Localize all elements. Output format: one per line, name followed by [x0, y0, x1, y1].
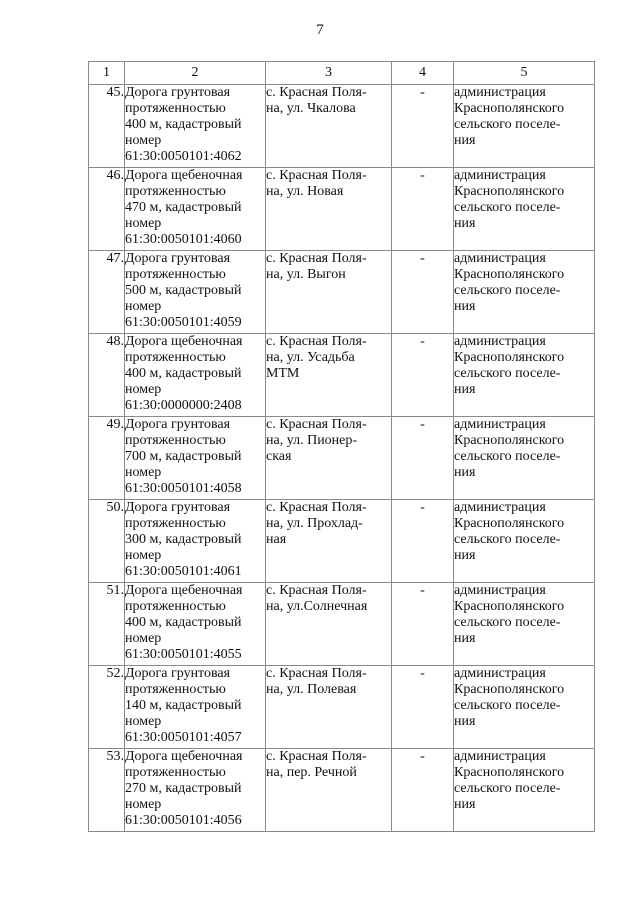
cell-text-line: на, ул. Пионер- [266, 433, 358, 448]
cell-text-line: ская [266, 449, 292, 464]
cell-text-line: сельского поселе- [454, 200, 561, 215]
object-description-cell [125, 500, 266, 583]
cell-text-line: на, ул. Выгон [266, 267, 346, 282]
column-4-cell: - [392, 749, 454, 832]
cell-text-line: администрация [454, 583, 546, 598]
cell-text-line: сельского поселе- [454, 283, 561, 298]
cell-text-line: номер [125, 714, 162, 729]
cell-text-line: на, ул. Чкалова [266, 101, 356, 116]
object-description-cell [125, 583, 266, 666]
cell-text-line: 61:30:0000000:2408 [125, 398, 242, 413]
table-row [89, 168, 595, 251]
address-cell [266, 500, 392, 583]
column-4-cell: - [392, 583, 454, 666]
cell-text-line: ния [454, 714, 476, 729]
object-description-cell [125, 85, 266, 168]
cell-text-line: с. Красная Поля- [266, 666, 367, 681]
cell-text-line: ния [454, 548, 476, 563]
cell-text-line: Краснополянского [454, 184, 565, 199]
address-cell [266, 583, 392, 666]
cell-text-line: протяженностью [125, 516, 226, 531]
cell-text-line: сельского поселе- [454, 117, 561, 132]
column-header: 2 [125, 62, 266, 85]
cell-text-line: на, ул. Прохлад- [266, 516, 363, 531]
cell-text-line: 500 м, кадастровый [125, 283, 242, 298]
row-number-cell: 47. [89, 251, 125, 334]
object-description-cell [125, 334, 266, 417]
cell-text-line: с. Красная Поля- [266, 417, 367, 432]
cell-text-line: сельского поселе- [454, 698, 561, 713]
cell-text-line: 61:30:0050101:4056 [125, 813, 242, 828]
cell-text-line: на, ул.Солнечная [266, 599, 368, 614]
cell-text-line: протяженностью [125, 433, 226, 448]
cell-text-line: протяженностью [125, 682, 226, 697]
column-4-cell: - [392, 666, 454, 749]
cell-text-line: номер [125, 797, 162, 812]
row-number-cell: 45. [89, 85, 125, 168]
cell-text-line: Краснополянского [454, 765, 565, 780]
column-4-cell: - [392, 334, 454, 417]
cell-text-line: сельского поселе- [454, 532, 561, 547]
cell-text-line: Краснополянского [454, 516, 565, 531]
owner-cell [454, 168, 595, 251]
cell-text-line: 470 м, кадастровый [125, 200, 242, 215]
object-description-cell [125, 666, 266, 749]
column-4-cell: - [392, 500, 454, 583]
cell-text-line: администрация [454, 251, 546, 266]
cell-text-line: Дорога грунтовая [125, 85, 231, 100]
column-4-cell: - [392, 85, 454, 168]
cell-text-line: 400 м, кадастровый [125, 117, 242, 132]
cell-text-line: Дорога щебеночная [125, 334, 243, 349]
address-cell [266, 168, 392, 251]
address-cell [266, 666, 392, 749]
owner-cell [454, 749, 595, 832]
cell-text-line: протяженностью [125, 599, 226, 614]
address-cell [266, 251, 392, 334]
cell-text-line: на, ул. Новая [266, 184, 344, 199]
owner-cell [454, 251, 595, 334]
table-row [89, 334, 595, 417]
column-header: 1 [89, 62, 125, 85]
object-description-cell [125, 168, 266, 251]
cell-text-line: Дорога щебеночная [125, 168, 243, 183]
cell-text-line: 61:30:0050101:4059 [125, 315, 242, 330]
cell-text-line: ния [454, 465, 476, 480]
cell-text-line: с. Красная Поля- [266, 168, 367, 183]
cell-text-line: с. Красная Поля- [266, 583, 367, 598]
address-cell [266, 417, 392, 500]
cell-text-line: номер [125, 216, 162, 231]
cell-text-line: Краснополянского [454, 682, 565, 697]
owner-cell [454, 666, 595, 749]
table-row [89, 500, 595, 583]
cell-text-line: с. Красная Поля- [266, 500, 367, 515]
cell-text-line: сельского поселе- [454, 615, 561, 630]
cell-text-line: Дорога грунтовая [125, 666, 231, 681]
column-header: 4 [392, 62, 454, 85]
object-description-cell [125, 251, 266, 334]
cell-text-line: протяженностью [125, 765, 226, 780]
cell-text-line: номер [125, 133, 162, 148]
cell-text-line: 61:30:0050101:4058 [125, 481, 242, 496]
cell-text-line: 140 м, кадастровый [125, 698, 242, 713]
address-cell [266, 334, 392, 417]
column-header: 5 [454, 62, 595, 85]
table-row [89, 85, 595, 168]
owner-cell [454, 85, 595, 168]
cell-text-line: ния [454, 133, 476, 148]
cell-text-line: протяженностью [125, 101, 226, 116]
address-cell [266, 85, 392, 168]
cell-text-line: МТМ [266, 366, 300, 381]
cell-text-line: 61:30:0050101:4055 [125, 647, 242, 662]
cell-text-line: сельского поселе- [454, 449, 561, 464]
cell-text-line: с. Красная Поля- [266, 251, 367, 266]
column-4-cell: - [392, 417, 454, 500]
object-description-cell [125, 749, 266, 832]
cell-text-line: протяженностью [125, 350, 226, 365]
cell-text-line: 400 м, кадастровый [125, 366, 242, 381]
cell-text-line: 700 м, кадастровый [125, 449, 242, 464]
cell-text-line: Краснополянского [454, 101, 565, 116]
row-number-cell: 52. [89, 666, 125, 749]
cell-text-line: 270 м, кадастровый [125, 781, 242, 796]
cell-text-line: администрация [454, 417, 546, 432]
cell-text-line: номер [125, 382, 162, 397]
table-header-row [89, 62, 595, 85]
cell-text-line: Дорога грунтовая [125, 417, 231, 432]
cell-text-line: протяженностью [125, 184, 226, 199]
cell-text-line: ния [454, 299, 476, 314]
cell-text-line: на, пер. Речной [266, 765, 357, 780]
cell-text-line: 61:30:0050101:4060 [125, 232, 242, 247]
row-number-cell: 50. [89, 500, 125, 583]
cell-text-line: администрация [454, 666, 546, 681]
page-number: 7 [316, 22, 324, 38]
cell-text-line: ния [454, 631, 476, 646]
cell-text-line: ния [454, 216, 476, 231]
cell-text-line: номер [125, 631, 162, 646]
cell-text-line: сельского поселе- [454, 781, 561, 796]
cell-text-line: на, ул. Полевая [266, 682, 357, 697]
column-4-cell: - [392, 251, 454, 334]
cell-text-line: ния [454, 382, 476, 397]
cell-text-line: ния [454, 797, 476, 812]
cell-text-line: 61:30:0050101:4057 [125, 730, 242, 745]
cell-text-line: Дорога щебеночная [125, 749, 243, 764]
cell-text-line: ная [266, 532, 287, 547]
cell-text-line: с. Красная Поля- [266, 334, 367, 349]
cell-text-line: администрация [454, 85, 546, 100]
cell-text-line: Дорога грунтовая [125, 251, 231, 266]
table-row [89, 251, 595, 334]
cell-text-line: администрация [454, 168, 546, 183]
row-number-cell: 51. [89, 583, 125, 666]
cell-text-line: Дорога щебеночная [125, 583, 243, 598]
cell-text-line: Дорога грунтовая [125, 500, 231, 515]
owner-cell [454, 500, 595, 583]
table-row [89, 749, 595, 832]
cell-text-line: администрация [454, 334, 546, 349]
row-number-cell: 53. [89, 749, 125, 832]
row-number-cell: 49. [89, 417, 125, 500]
table-row [89, 583, 595, 666]
cell-text-line: номер [125, 465, 162, 480]
cell-text-line: на, ул. Усадьба [266, 350, 355, 365]
cell-text-line: сельского поселе- [454, 366, 561, 381]
cell-text-line: Краснополянского [454, 267, 565, 282]
object-description-cell [125, 417, 266, 500]
owner-cell [454, 334, 595, 417]
column-header: 3 [266, 62, 392, 85]
cell-text-line: Краснополянского [454, 433, 565, 448]
roads-table [88, 61, 595, 832]
cell-text-line: 61:30:0050101:4062 [125, 149, 242, 164]
table-row [89, 417, 595, 500]
row-number-cell: 46. [89, 168, 125, 251]
cell-text-line: Краснополянского [454, 599, 565, 614]
cell-text-line: администрация [454, 500, 546, 515]
cell-text-line: 400 м, кадастровый [125, 615, 242, 630]
cell-text-line: Краснополянского [454, 350, 565, 365]
cell-text-line: протяженностью [125, 267, 226, 282]
cell-text-line: администрация [454, 749, 546, 764]
cell-text-line: номер [125, 299, 162, 314]
cell-text-line: 61:30:0050101:4061 [125, 564, 242, 579]
owner-cell [454, 583, 595, 666]
column-4-cell: - [392, 168, 454, 251]
address-cell [266, 749, 392, 832]
cell-text-line: с. Красная Поля- [266, 749, 367, 764]
cell-text-line: номер [125, 548, 162, 563]
cell-text-line: с. Красная Поля- [266, 85, 367, 100]
owner-cell [454, 417, 595, 500]
cell-text-line: 300 м, кадастровый [125, 532, 242, 547]
row-number-cell: 48. [89, 334, 125, 417]
table-row [89, 666, 595, 749]
